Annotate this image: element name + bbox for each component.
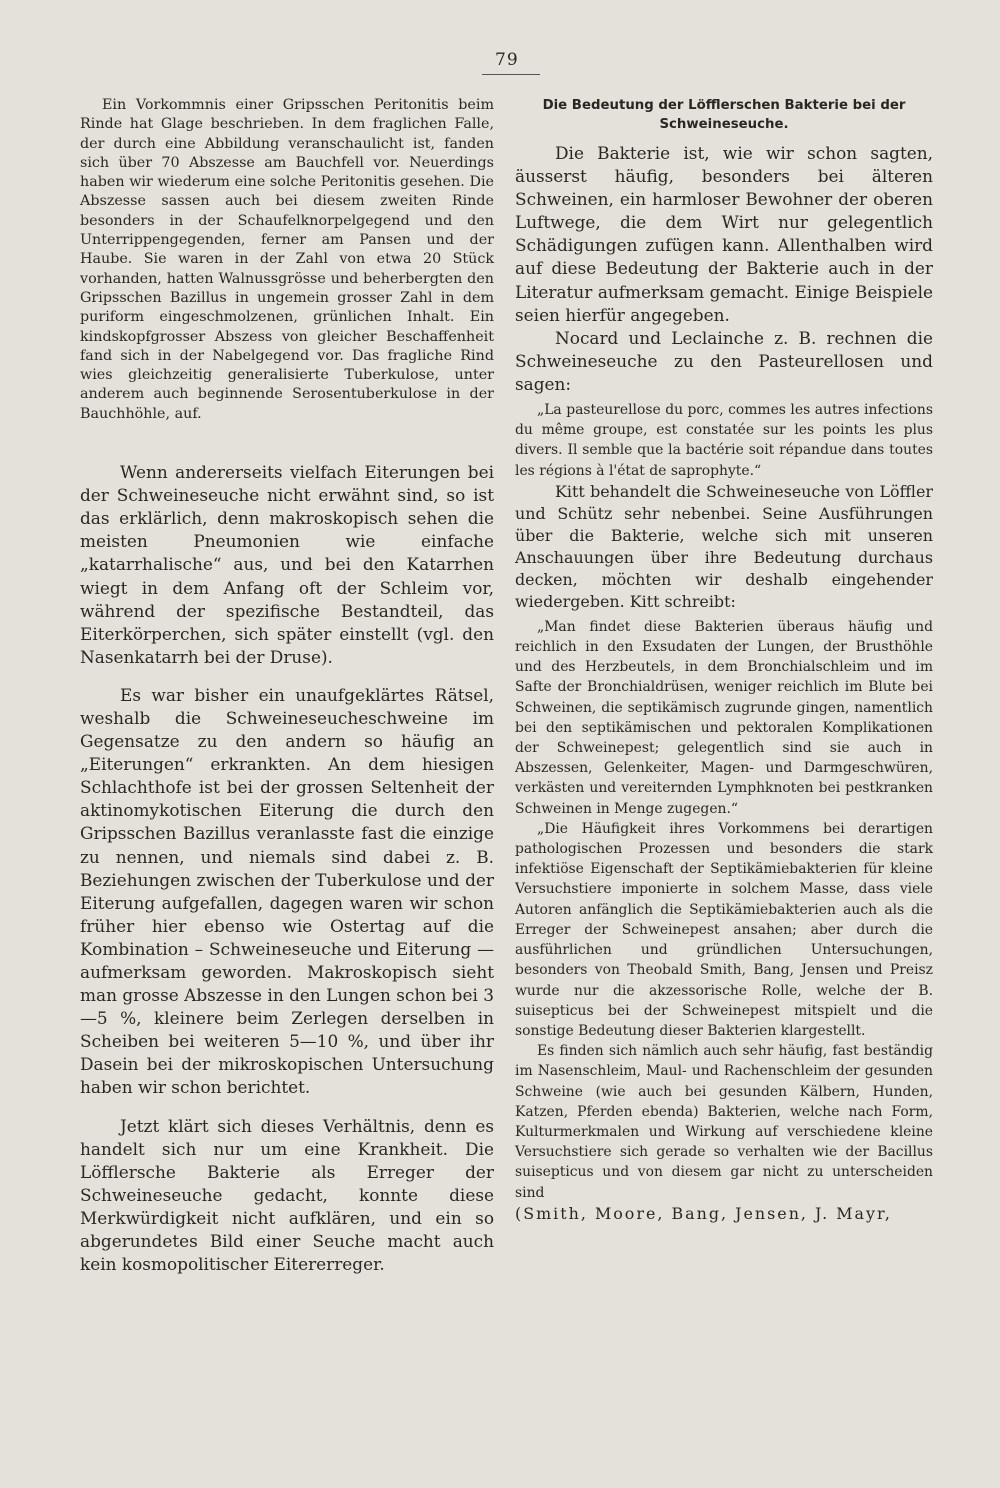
left-column xyxy=(80,96,494,1276)
quotation-line: (Smith, Moore, Bang, Jensen, J. Mayr, xyxy=(515,1203,892,1223)
paragraph: Nocard und Leclainche z. B. rechnen die Schweineseuche zu den Pasteurellosen und sagen: xyxy=(515,327,933,394)
paragraph: Kitt behandelt die Schweineseuche von Löffler und Schütz sehr nebenbei. Seine Ausführungen über die Bakterie, welche sich mit unseren Anschauungen über ihre Bedeutung durchaus decken, möchten wir deshalb eingehender wiedergeben. Kitt schreibt: xyxy=(515,481,933,611)
section-heading: Die Bedeutung der Löfflerschen Bakterie bei der Schweineseuche. xyxy=(542,98,906,132)
quotation: „Man findet diese Bakterien überaus häufig und reichlich in den Exsudaten der Lungen, der Brusthöhle und des Herzbeutels, in dem Bronchialschleim und im Safte der Bronchialdrüsen, weniger reichlich im Blute bei Schweinen, die septikämisch zugrunde gingen, namentlich bei den septikämischen und pektoralen Komplikationen der Schweinepest; gelegentlich sind sie auch in Abszessen, Gelenkeiter, Magen- und Darmgeschwüren, verkästen und vereiternden Lymphknoten bei pestkranken Schweinen in Menge zugegen.“ xyxy=(515,618,933,817)
quotation: „Die Häufigkeit ihres Vorkommens bei derartigen pathologischen Prozessen und besonders die stark infektiöse Eigenschaft der Septikämiebakterien für kleine Versuchstiere imponierte in solchem Masse, dass viele Autoren anfänglich die Septikämiebakterien auch als die Erreger der Schweinepest ansahen; aber durch die ausführlichen und gründlichen Untersuchungen, besonders von Theobald Smith, Bang, Jensen und Preisz wurde nur die akzessorische Rolle, welche der B. suisepticus bei der Schweinepest mitspielt und die sonstige Bedeutung dieser Bakterien klargestellt. xyxy=(515,820,933,1039)
paragraph: Ein Vorkommnis einer Gripsschen Peritonitis beim Rinde hat Glage beschrieben. In dem fraglichen Falle, der durch eine Abbildung veranschaulicht ist, fanden sich über 70 Abszesse am Bauchfell vor. Neuerdings haben wir wiederum eine solche Peritonitis gesehen. Die Abszesse sassen auch bei diesem zweiten Rinde besonders in der Schaufelknorpelgegend und den Unterrippengegenden, ferner am Pansen und der Haube. Sie waren in der Zahl von etwa 20 Stück vorhanden, hatten Walnussgrösse und beherbergten den Gripsschen Bazillus in ungemein grosser Zahl in dem puriform eingeschmolzenen, grünlichen Inhalt. Ein kindskopfgrosser Abszess von gleicher Beschaffenheit fand sich in der Nabelgegend vor. Das fragliche Rind wies gleichzeitig generalisierte Tuberkulose, unter anderem auch beginnende Serosentuberkulose in der Bauchhöhle, auf. xyxy=(80,97,494,422)
page-number-rule xyxy=(482,74,540,75)
quotation: Es finden sich nämlich auch sehr häufig, fast beständig im Nasenschleim, Maul- und Rachenschleim der gesunden Schweine (wie auch bei gesunden Kälbern, Hunden, Katzen, Pferden ebenda) Bakterien, welche nach Form, Kulturmerkmalen und Wirkung auf verschiedene kleine Versuchstiere sich gerade so verhalten wie der Bacillus suisepticus und von diesem gar nicht zu unterscheiden sind xyxy=(515,1043,933,1201)
paragraph: Jetzt klärt sich dieses Verhältnis, denn es handelt sich nur um eine Krankheit. Die Löfflersche Bakterie als Erreger der Schweineseuche gedacht, konnte diese Merkwürdigkeit nicht aufklären, und ein so abgerundetes Bild einer Seuche macht auch kein kosmopolitischer Eitererreger. xyxy=(80,1115,494,1275)
page-number: 79 xyxy=(495,50,519,70)
paragraph: Wenn andererseits vielfach Eiterungen bei der Schweineseuche nicht erwähnt sind, so ist das erklärlich, denn makroskopisch sehen die meisten Pneumonien wie einfache „katarrhalische“ aus, und bei den Katarrhen wiegt in dem Anfang oft der Schleim vor, während der spezifische Bestandteil, das Eiterkörperchen, sich später einstellt (vgl. den Nasenkatarrh bei der Druse). xyxy=(80,462,494,667)
right-column xyxy=(515,96,933,1225)
paragraph-gap xyxy=(80,669,494,684)
paragraph: Die Bakterie ist, wie wir schon sagten, äusserst häufig, besonders bei älteren Schweinen, ein harmloser Bewohner der oberen Luftwege, die dem Wirt nur gelegentlich Schädigungen zufügen kann. Allenthalben wird auf diese Bedeutung der Bakterie auch in der Literatur aufmerksam gemacht. Einige Beispiele seien hierfür angegeben. xyxy=(515,143,933,325)
paragraph-gap xyxy=(80,424,494,461)
quotation: „La pasteurellose du porc, commes les autres infections du même groupe, est constatée sur les points les plus divers. Il semble que la bactérie soit répandue dans toutes les régions à l'état de saprophyte.“ xyxy=(515,402,933,479)
paragraph: Es war bisher ein unaufgeklärtes Rätsel, weshalb die Schweineseucheschweine im Gegensatze zu den andern so häufig an „Eiterungen“ erkrankten. An dem hiesigen Schlachthofe ist bei der grossen Seltenheit der aktinomykotischen Eiterung die durch den Gripsschen Bazillus veranlasste fast die einzige zu nennen, und niemals sind dabei z. B. Beziehungen zwischen der Tuberkulose und der Eiterung aufgefallen, dagegen waren wir schon früher hier ebenso wie Ostertag auf die Kombination – Schweineseuche und Eiterung — aufmerksam geworden. Makroskopisch sieht man grosse Abszesse in den Lungen schon bei 3—5 %, kleinere beim Zerlegen derselben in Scheiben bei weiteren 5—10 %, und über ihr Dasein bei der mikroskopischen Untersuchung haben wir schon berichtet. xyxy=(80,684,494,1098)
paragraph-gap xyxy=(80,1100,494,1115)
